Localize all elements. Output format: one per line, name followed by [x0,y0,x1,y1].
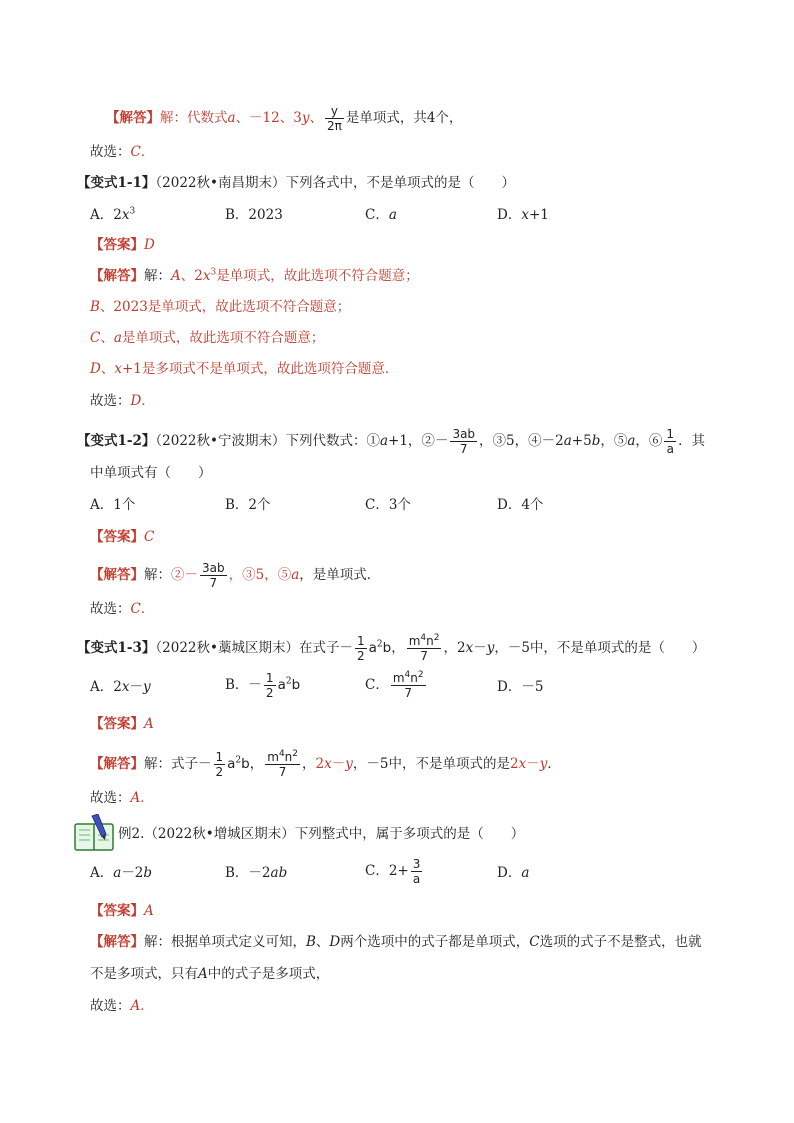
exponent: 2 [433,633,440,643]
solution-var: a [291,567,300,583]
option-a [90,205,135,225]
option-var: y [142,679,151,695]
question-text: +5 [571,433,592,449]
fraction-denominator: a [412,872,421,886]
solution-text: 、 [309,110,323,126]
answer-tag: 【答案】 [90,903,144,919]
solution-text: 、2 [180,268,203,284]
fraction-numerator: 3ab [452,427,476,441]
question-var: x [465,640,474,656]
solution-text: ， [302,756,316,772]
solution-line [90,266,419,286]
term-var: m [408,634,421,648]
solution-line [90,297,350,317]
choose-label: 故选： [90,144,131,160]
term-var: a [368,640,377,656]
solution-tag: 【解答】 [90,756,144,772]
minus-sign: － [434,433,449,449]
fraction-denominator: 7 [404,686,413,700]
option-label: A．2 [90,679,122,695]
solution-text: 解： [144,567,171,583]
solution-var: B [306,934,316,950]
solution-text: － [526,756,540,772]
option-c: C．3个 [365,497,411,513]
term-var: b， [241,756,264,772]
chosen-answer: D [130,393,142,409]
solution-var: A [171,268,181,284]
choose-label: 故选： [90,790,131,806]
minus-sign: － [184,567,198,583]
solution-text: 解：代数式 [160,110,228,126]
solution-text: 解： [144,268,171,284]
solution-text: 两个选项中的式子都是单项式， [340,934,530,950]
solution-tag: 【解答】 [90,934,144,950]
question-text: （2022秋•增城区期末）下列整式中，属于多项式的是（ ） [144,826,525,842]
chosen-answer: C [130,601,141,617]
solution-line [106,104,462,133]
solution-text: 、 [100,361,115,377]
question-text: ，－5中，不是单项式的是（ ） [494,640,706,656]
solution-var: x [518,756,527,772]
option-text: +1 [528,207,549,223]
solution-text: 是单项式，故此选项不符合题意； [216,268,419,284]
fraction-denominator: 7 [459,442,468,456]
fraction-denominator: 7 [209,576,218,590]
chosen-answer: A [130,998,141,1014]
exponent: 4 [404,670,411,680]
fraction-denominator: 2π [326,119,342,133]
choose-line [90,788,154,808]
choose-label: 故选： [90,998,131,1014]
answer-tag: 【答案】 [90,529,144,545]
answer-line [90,714,154,734]
option-label: B． [225,677,249,693]
term-var: b， [382,640,405,656]
option-a [90,677,151,697]
solution-text: ，－5中，不是单项式的是 [352,756,510,772]
option-text: 2 [113,207,122,223]
solution-text: 、－12、3 [235,110,302,126]
minus-sign: － [198,756,212,772]
solution-var: B [90,299,100,315]
exponent: 3 [210,267,217,278]
book-pen-icon [72,814,118,852]
fraction [264,671,276,700]
solution-text: 是单项式，共4个， [345,110,463,126]
exponent: 4 [420,633,427,643]
fraction-denominator: 2 [356,649,365,663]
option-text: －2 [121,865,144,881]
exponent: 2 [376,639,383,650]
option-label: A． [90,865,114,881]
option-c [365,205,397,225]
solution-var: C [90,330,101,346]
solution-var: a [227,110,236,126]
exponent: 2 [285,676,292,687]
option-b: B．2023 [225,207,283,223]
question-text: +1，② [388,433,435,449]
question-v11 [77,173,515,193]
answer-value: D [144,237,155,253]
solution-var: C [529,934,540,950]
option-d [497,205,549,225]
choose-label: 故选： [90,393,131,409]
choose-line [90,142,154,162]
punct: ． [141,393,155,409]
solution-text: 不是多项式，只有 [90,966,198,982]
solution-var: a [113,330,122,346]
answer-tag: 【答案】 [90,716,144,732]
fraction-denominator: 7 [420,649,428,663]
option-b [225,863,287,883]
solution-text: ② [171,567,185,583]
solution-text: ． [547,756,561,772]
option-var: ab [270,865,288,881]
fraction-denominator: 7 [278,765,287,779]
fraction-numerator: 1 [666,427,675,441]
punct: ． [140,601,155,617]
exponent: 3 [129,206,136,217]
solution-text: ，是单项式． [299,567,381,583]
chosen-answer: C [130,144,141,160]
fraction-numerator: y [325,104,344,119]
solution-text: － [331,756,346,772]
question-text: （2022秋•南昌期末）下列各式中，不是单项式的是（ ） [155,175,515,191]
question-text: － [473,640,487,656]
solution-line [90,932,702,952]
question-text: ，③5，④－2 [479,433,564,449]
punct: ． [140,144,155,160]
fraction [214,750,226,779]
solution-text: 是单项式，故此选项不符合题意； [121,330,325,346]
fraction-numerator [407,634,442,649]
solution-text: 解：根据单项式定义可知， [144,934,306,950]
question-text: ，2 [443,640,466,656]
solution-var: y [539,756,548,772]
solution-text: +1是多项式不是单项式，故此选项符合题意． [121,361,399,377]
fraction [325,104,344,133]
option-c [365,671,428,700]
fraction-numerator: 1 [215,750,224,764]
fraction-numerator: 1 [356,634,365,648]
option-label: A． [90,207,114,223]
solution-text: 、 [100,330,114,346]
option-b [225,671,300,700]
fraction-numerator: 1 [265,671,274,685]
answer-value: A [144,716,154,732]
fraction-denominator: 2 [215,765,224,779]
option-text: － [129,679,143,695]
choose-line [90,391,155,411]
solution-text: 选项的式子不是整式，也就 [539,934,702,950]
fraction-numerator: 3ab [202,561,225,575]
option-var: a [521,865,530,881]
question-var: a [563,433,572,449]
fraction [391,671,426,700]
solution-line [90,561,380,590]
fraction-numerator [265,750,300,765]
chosen-answer: A [130,790,141,806]
term-var: n [284,750,293,764]
solution-line [90,359,398,379]
question-title: 【变式1-3】 [77,640,156,656]
solution-text: 、 [315,934,330,950]
solution-text: 解：式子 [144,756,198,772]
question-text: ．其 [678,433,706,449]
question-var: y [486,640,495,656]
fraction-denominator: 2 [265,686,274,700]
question-text: ，⑤ [600,433,628,449]
solution-line [90,328,324,348]
answer-line [90,901,154,921]
question-text: （2022秋•藁城区期末）在式子 [155,640,340,656]
punct: ． [140,790,154,806]
answer-value: A [144,903,154,919]
choose-label: 故选： [90,601,131,617]
question-title: 【变式1-2】 [77,433,156,449]
option-d [497,863,529,883]
question-var: b [591,433,601,449]
solution-var: y [345,756,353,772]
solution-var: D [90,361,101,377]
option-d: D．4个 [497,497,544,513]
fraction-denominator: a [666,442,674,456]
punct: ． [140,998,154,1014]
option-var: a [113,865,122,881]
solution-tag: 【解答】 [106,110,160,126]
question-title: 【变式1-1】 [77,175,156,191]
term-var: m [267,750,279,764]
term-var: a [277,677,286,693]
question-v12 [77,427,705,456]
solution-var: x [114,361,122,377]
option-var: b [143,865,153,881]
term-var: b [291,677,301,693]
answer-line [90,235,155,255]
exponent: 4 [278,749,285,759]
term-var: m [392,671,405,685]
fraction [664,427,676,456]
option-var: x [121,679,130,695]
question-text: （2022秋•宁波期末）下列代数式：① [155,433,380,449]
option-a: A．1个 [90,497,136,513]
solution-tag: 【解答】 [90,268,144,284]
option-var: x [521,207,529,223]
question-title: 例2. [118,826,145,842]
term-var: n [426,634,434,648]
term-var: n [410,671,418,685]
exponent: 2 [235,755,242,766]
solution-var: D [329,934,341,950]
question-text: 中单项式有（ ） [90,465,212,481]
choose-line [90,996,154,1016]
solution-line [90,750,561,779]
option-a [90,863,152,883]
option-label: D． [497,865,522,881]
option-label: C． [365,207,389,223]
fraction-numerator: 3 [412,857,421,871]
solution-text: 、2023是单项式，故此选项不符合题意； [99,299,351,315]
solution-line [90,964,329,984]
answer-tag: 【答案】 [90,237,144,253]
question-var: a [627,433,636,449]
option-d: D．－5 [497,679,544,695]
fraction [355,634,367,663]
solution-var: y [301,110,310,126]
option-label: C．2+ [365,863,409,879]
option-label: C． [365,677,389,693]
solution-var: x [202,268,211,284]
solution-text: 2 [509,756,519,772]
option-label: B．－2 [225,865,271,881]
question-text: ，⑥ [635,433,663,449]
fraction [265,750,300,779]
solution-var: x [324,756,332,772]
choose-line [90,599,154,619]
fraction [450,427,477,456]
answer-line [90,527,154,547]
solution-text: 中的式子是多项式， [207,966,330,982]
term-var: a [227,756,236,772]
option-var: a [388,207,397,223]
fraction [407,634,442,663]
exponent: 2 [292,749,299,759]
exponent: 2 [417,670,424,680]
option-label: D． [497,207,522,223]
fraction [200,561,227,590]
question-v13 [77,634,705,663]
option-var: x [121,207,130,223]
option-b: B．2个 [225,497,271,513]
fraction-numerator [391,671,426,686]
answer-value: C [144,529,155,545]
question-ex2 [118,824,524,844]
minus-sign: － [248,677,262,693]
solution-tag: 【解答】 [90,567,144,583]
option-c [365,857,424,886]
solution-text: ，③5，⑤ [228,567,292,583]
fraction [411,857,423,886]
solution-text: 2 [315,756,325,772]
question-var: a [379,433,389,449]
minus-sign: － [339,640,353,656]
solution-var: A [198,966,208,982]
